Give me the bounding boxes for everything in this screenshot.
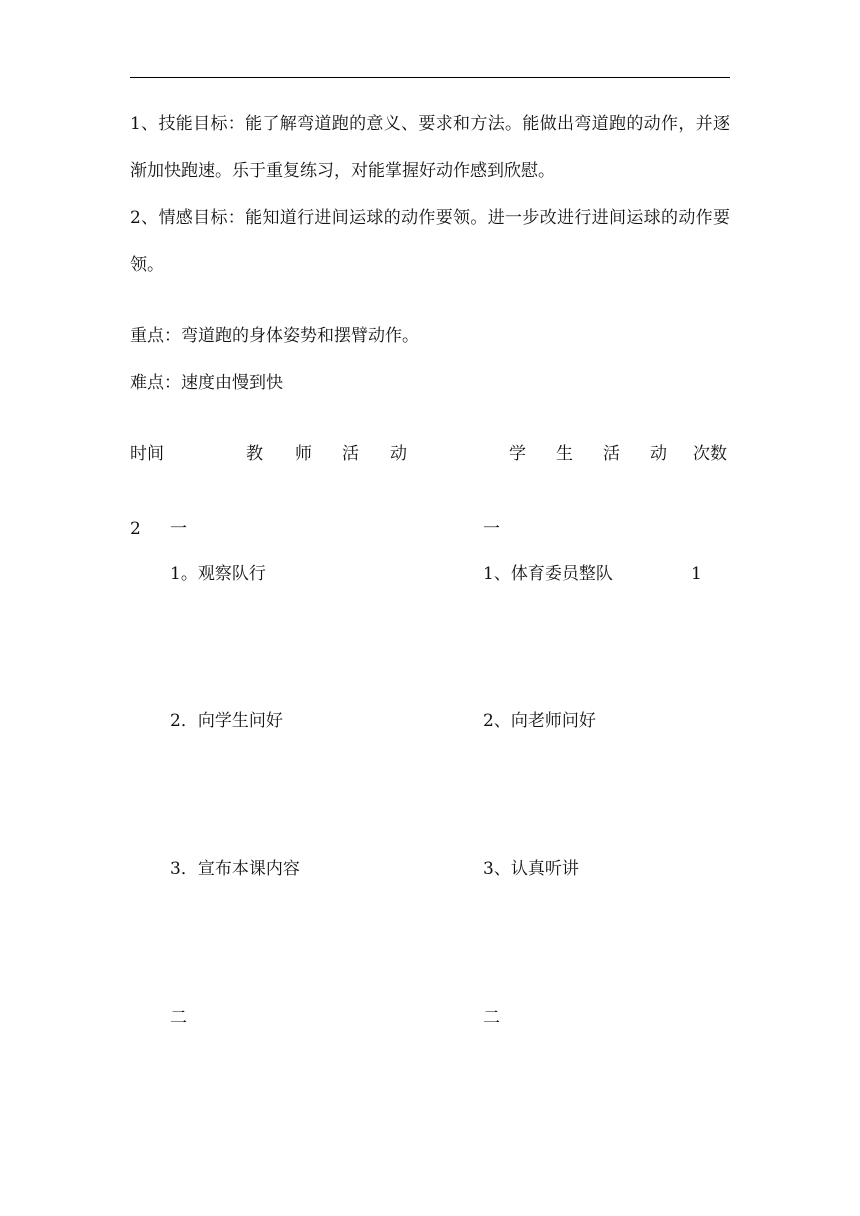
teacher-section-one: 一 [170, 519, 187, 539]
header-student-char: 学 [509, 444, 526, 464]
header-rule [130, 77, 730, 78]
header-teacher-char: 师 [295, 444, 312, 464]
teacher-section-two: 二 [170, 1008, 187, 1028]
student-item: 1、体育委员整队 [483, 564, 613, 584]
key-point: 重点：弯道跑的身体姿势和摆臂动作。 [130, 326, 419, 346]
header-student-char: 生 [556, 444, 573, 464]
student-section-one: 一 [483, 519, 500, 539]
student-item: 2、向老师问好 [483, 711, 596, 731]
difficult-point: 难点：速度由慢到快 [130, 373, 283, 393]
header-student-char: 活 [603, 444, 620, 464]
header-teacher-char: 动 [390, 444, 407, 464]
header-student-char: 动 [650, 444, 667, 464]
objective-skill: 1、技能目标：能了解弯道跑的意义、要求和方法。能做出弯道跑的动作，并逐渐加快跑速。乐于重复练习，对能掌握好动作感到欣慰。 [130, 114, 730, 181]
time-value: 2 [130, 519, 141, 539]
header-time: 时间 [130, 444, 164, 464]
teacher-item: 2．向学生问好 [170, 711, 283, 731]
header-teacher-char: 活 [342, 444, 359, 464]
teacher-item: 1。观察队行 [170, 564, 266, 584]
student-section-two: 二 [483, 1008, 500, 1028]
header-teacher-char: 教 [246, 444, 263, 464]
teacher-item: 3．宣布本课内容 [170, 859, 300, 879]
objective-emotion: 2、情感目标：能知道行进间运球的动作要领。进一步改进行进间运球的动作要领。 [130, 208, 730, 275]
student-item: 3、认真听讲 [483, 859, 579, 879]
count-value: 1 [691, 564, 702, 584]
header-count: 次数 [693, 444, 727, 464]
